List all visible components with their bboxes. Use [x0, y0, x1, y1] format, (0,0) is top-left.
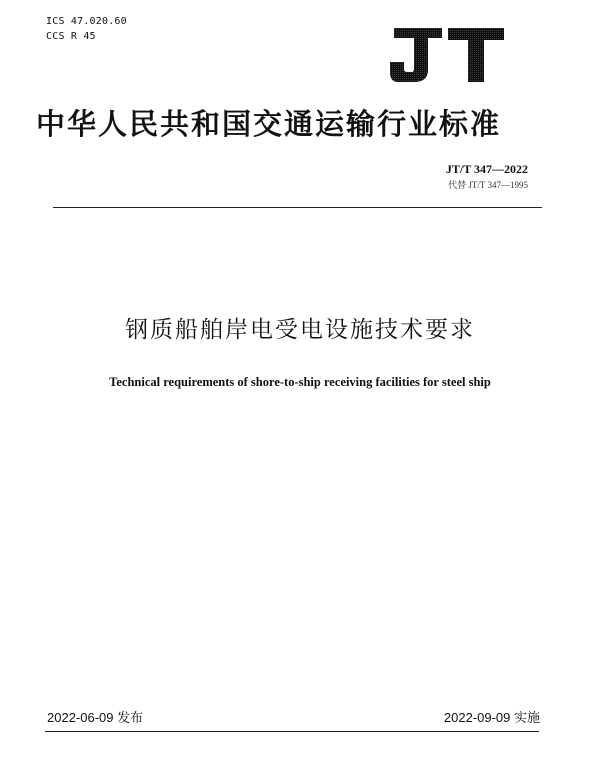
ccs-code: CCS R 45: [46, 31, 96, 42]
replaces-standard: 代替 JT/T 347—1995: [448, 180, 528, 190]
footer-divider: [45, 731, 539, 732]
logo-letter-j: [390, 28, 442, 82]
document-title-cn: 钢质船舶岸电受电设施技术要求: [125, 317, 475, 343]
jt-logo: [388, 24, 506, 86]
header-divider: [53, 207, 542, 208]
logo-letter-t: [448, 28, 504, 82]
ics-code: ICS 47.020.60: [46, 16, 127, 27]
standard-number: JT/T 347—2022: [445, 162, 528, 176]
issue-date: 2022-06-09 发布: [47, 710, 144, 725]
document-title-en: Technical requirements of shore-to-ship receiving facilities for steel ship: [109, 375, 491, 389]
organization-title: 中华人民共和国交通运输行业标准: [36, 107, 502, 141]
implementation-date: 2022-09-09 实施: [443, 710, 540, 725]
